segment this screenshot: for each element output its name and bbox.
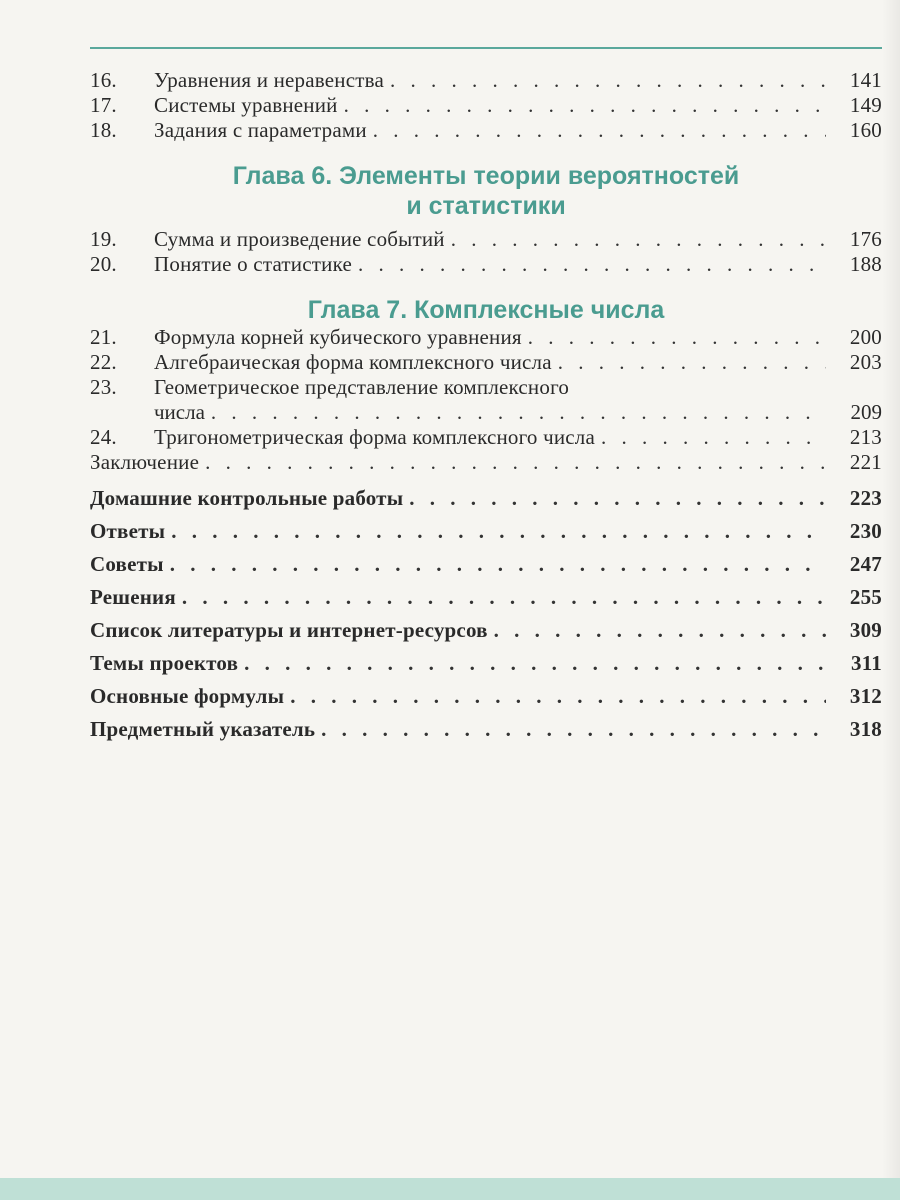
entry-title: Уравнения и неравенства — [154, 68, 384, 92]
entry-title: Понятие о статистике — [154, 252, 352, 276]
dot-leader — [390, 68, 826, 93]
dot-leader — [244, 650, 826, 677]
entry-number: 19. — [90, 227, 117, 251]
toc-entry-18[interactable] — [90, 118, 882, 143]
entry-page: 311 — [851, 651, 882, 675]
toc-entry-22[interactable] — [90, 350, 882, 375]
entry-number: 22. — [90, 350, 117, 374]
entry-title: Предметный указатель — [90, 717, 316, 741]
dot-leader — [451, 227, 826, 252]
entry-page: 200 — [849, 325, 882, 349]
dot-leader — [409, 485, 826, 512]
table-of-contents — [90, 68, 882, 743]
entry-number: 24. — [90, 425, 117, 449]
dot-leader — [358, 252, 826, 277]
chapter-6-heading-line2: и статистики — [406, 192, 566, 220]
toc-entry-17[interactable] — [90, 93, 882, 118]
entry-page: 203 — [849, 350, 882, 374]
toc-entry-conclusion[interactable] — [90, 450, 882, 475]
entry-page: 176 — [849, 227, 882, 251]
dot-leader — [344, 93, 826, 118]
entry-title: Ответы — [90, 519, 166, 543]
chapter-6-heading-line1: Глава 6. Элементы теории вероятностей — [232, 162, 740, 190]
dot-leader — [558, 350, 826, 375]
entry-title: Тригонометрическая форма комплексного числа — [154, 425, 595, 449]
entry-page: 230 — [849, 519, 882, 543]
entry-title: Задания с параметрами — [154, 118, 367, 142]
entry-number: 20. — [90, 252, 117, 276]
dot-leader — [205, 450, 826, 475]
dot-leader — [321, 716, 826, 743]
dot-leader — [528, 325, 826, 350]
entry-title: Темы проектов — [90, 651, 239, 675]
toc-entry-tips[interactable] — [90, 551, 882, 578]
entry-title: Заключение — [90, 450, 200, 474]
entry-title: Решения — [90, 585, 176, 609]
entry-page: 318 — [849, 717, 882, 741]
entry-number: 17. — [90, 93, 117, 117]
entry-title: Геометрическое представление комплексного — [154, 375, 570, 399]
toc-entry-formulas[interactable] — [90, 683, 882, 710]
entry-title: Основные формулы — [90, 684, 285, 708]
chapter-7-heading-line1: Глава 7. Комплексные числа — [307, 296, 665, 324]
entry-title: Формула корней кубического уравнения — [154, 325, 522, 349]
entry-page: 213 — [849, 425, 882, 449]
toc-entry-23[interactable] — [90, 375, 882, 400]
entry-page: 309 — [849, 618, 882, 642]
entry-number: 18. — [90, 118, 117, 142]
entry-number: 23. — [90, 375, 117, 399]
entry-title: Домашние контрольные работы — [90, 486, 404, 510]
entry-title: Сумма и произведение событий — [154, 227, 445, 251]
dot-leader — [494, 617, 826, 644]
toc-entry-21[interactable] — [90, 325, 882, 350]
entry-title: Советы — [90, 552, 164, 576]
dot-leader — [182, 584, 826, 611]
entry-number: 16. — [90, 68, 117, 92]
chapter-7-heading — [90, 295, 882, 325]
dot-leader — [373, 118, 826, 143]
entry-page: 255 — [849, 585, 882, 609]
entry-page: 149 — [849, 93, 882, 117]
dot-leader — [601, 425, 826, 450]
dot-leader — [170, 551, 826, 578]
entry-page: 141 — [849, 68, 882, 92]
entry-page: 209 — [850, 400, 882, 424]
toc-entry-answers[interactable] — [90, 518, 882, 545]
entry-page: 160 — [849, 118, 882, 142]
entry-number: 21. — [90, 325, 117, 349]
toc-entry-16[interactable] — [90, 68, 882, 93]
toc-entry-project-topics[interactable] — [90, 650, 882, 677]
chapter-6-heading — [90, 161, 882, 221]
dot-leader — [211, 400, 826, 425]
dot-leader — [290, 683, 826, 710]
entry-page: 221 — [849, 450, 882, 474]
toc-entry-subject-index[interactable] — [90, 716, 882, 743]
toc-entry-20[interactable] — [90, 252, 882, 277]
page-edge-shadow — [882, 0, 900, 1200]
entry-title: Алгебраическая форма комплексного числа — [154, 350, 552, 374]
toc-entry-23-continuation[interactable] — [90, 400, 882, 425]
entry-title: Системы уравнений — [154, 93, 338, 117]
entry-page: 223 — [849, 486, 882, 510]
dot-leader — [171, 518, 826, 545]
entry-title: Список литературы и интернет-ресурсов — [90, 618, 488, 642]
entry-title-continuation: числа — [154, 400, 205, 424]
toc-entry-24[interactable] — [90, 425, 882, 450]
entry-page: 312 — [849, 684, 882, 708]
toc-entry-19[interactable] — [90, 227, 882, 252]
toc-entry-references[interactable] — [90, 617, 882, 644]
entry-page: 247 — [849, 552, 882, 576]
top-rule — [90, 47, 882, 49]
toc-entry-homework-tests[interactable] — [90, 485, 882, 512]
toc-entry-solutions[interactable] — [90, 584, 882, 611]
entry-page: 188 — [849, 252, 882, 276]
bottom-color-band — [0, 1178, 900, 1200]
